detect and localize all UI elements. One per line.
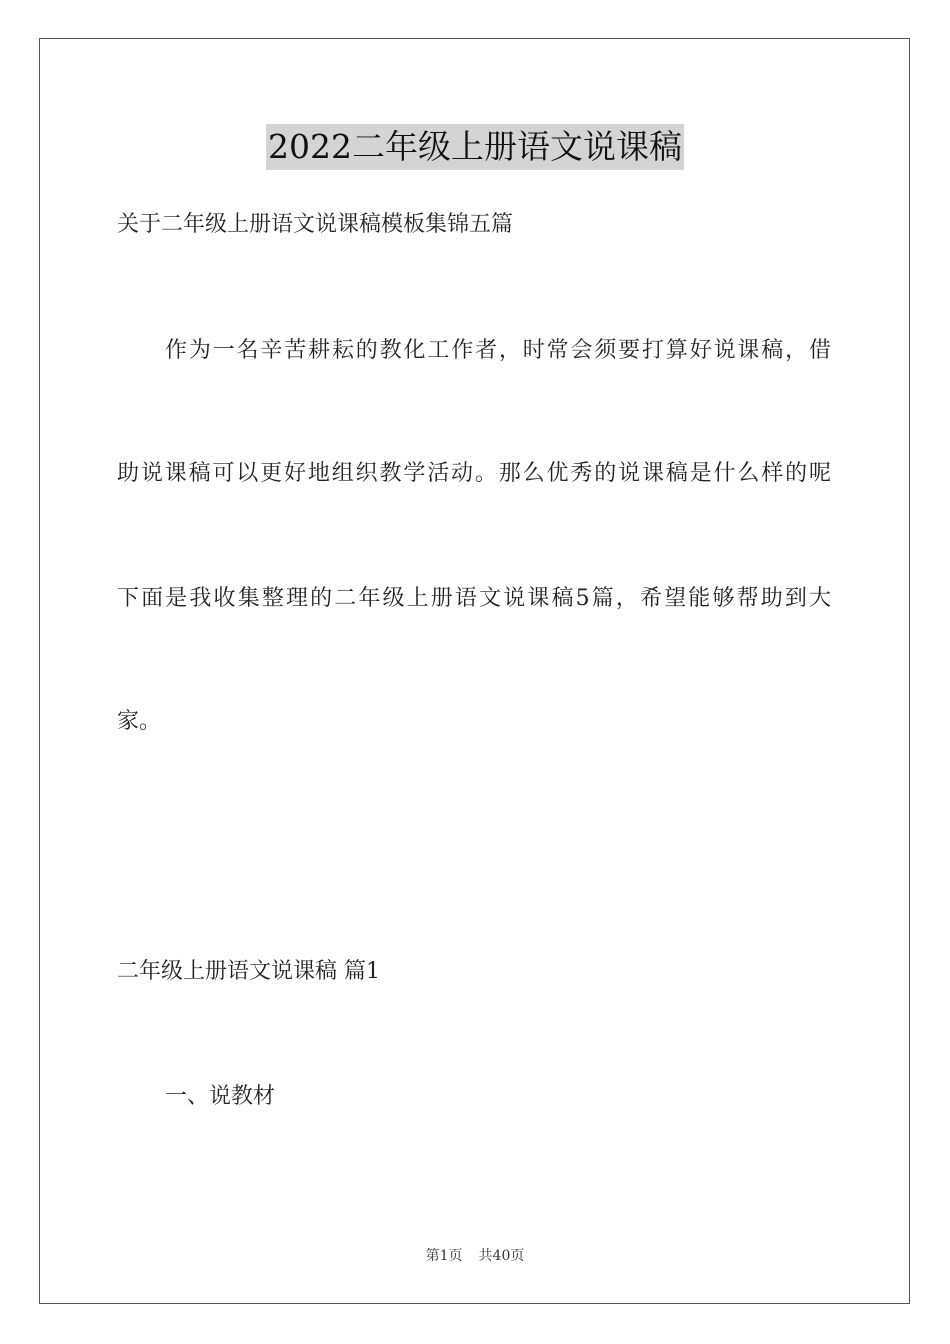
subsection-heading: 一、说教材 [165,1084,276,1109]
document-title [0,124,950,170]
intro-paragraph-line-4: 家。 [117,709,162,734]
intro-paragraph-line-3: 下面是我收集整理的二年级上册语文说课稿5篇，希望能够帮助到大 [117,586,831,611]
section-heading: 二年级上册语文说课稿 篇1 [117,959,380,984]
intro-paragraph-line-2: 助说课稿可以更好地组织教学活动。那么优秀的说课稿是什么样的呢 [117,461,831,486]
page-number: 第1页 [425,1248,463,1264]
document-title-text: 2022二年级上册语文说课稿 [266,124,684,170]
intro-paragraph-line-1: 作为一名辛苦耕耘的教化工作者，时常会须要打算好说课稿，借 [165,338,831,363]
document-subtitle: 关于二年级上册语文说课稿模板集锦五篇 [117,212,514,237]
page-total: 共40页 [478,1248,525,1264]
page-footer [0,1246,950,1266]
